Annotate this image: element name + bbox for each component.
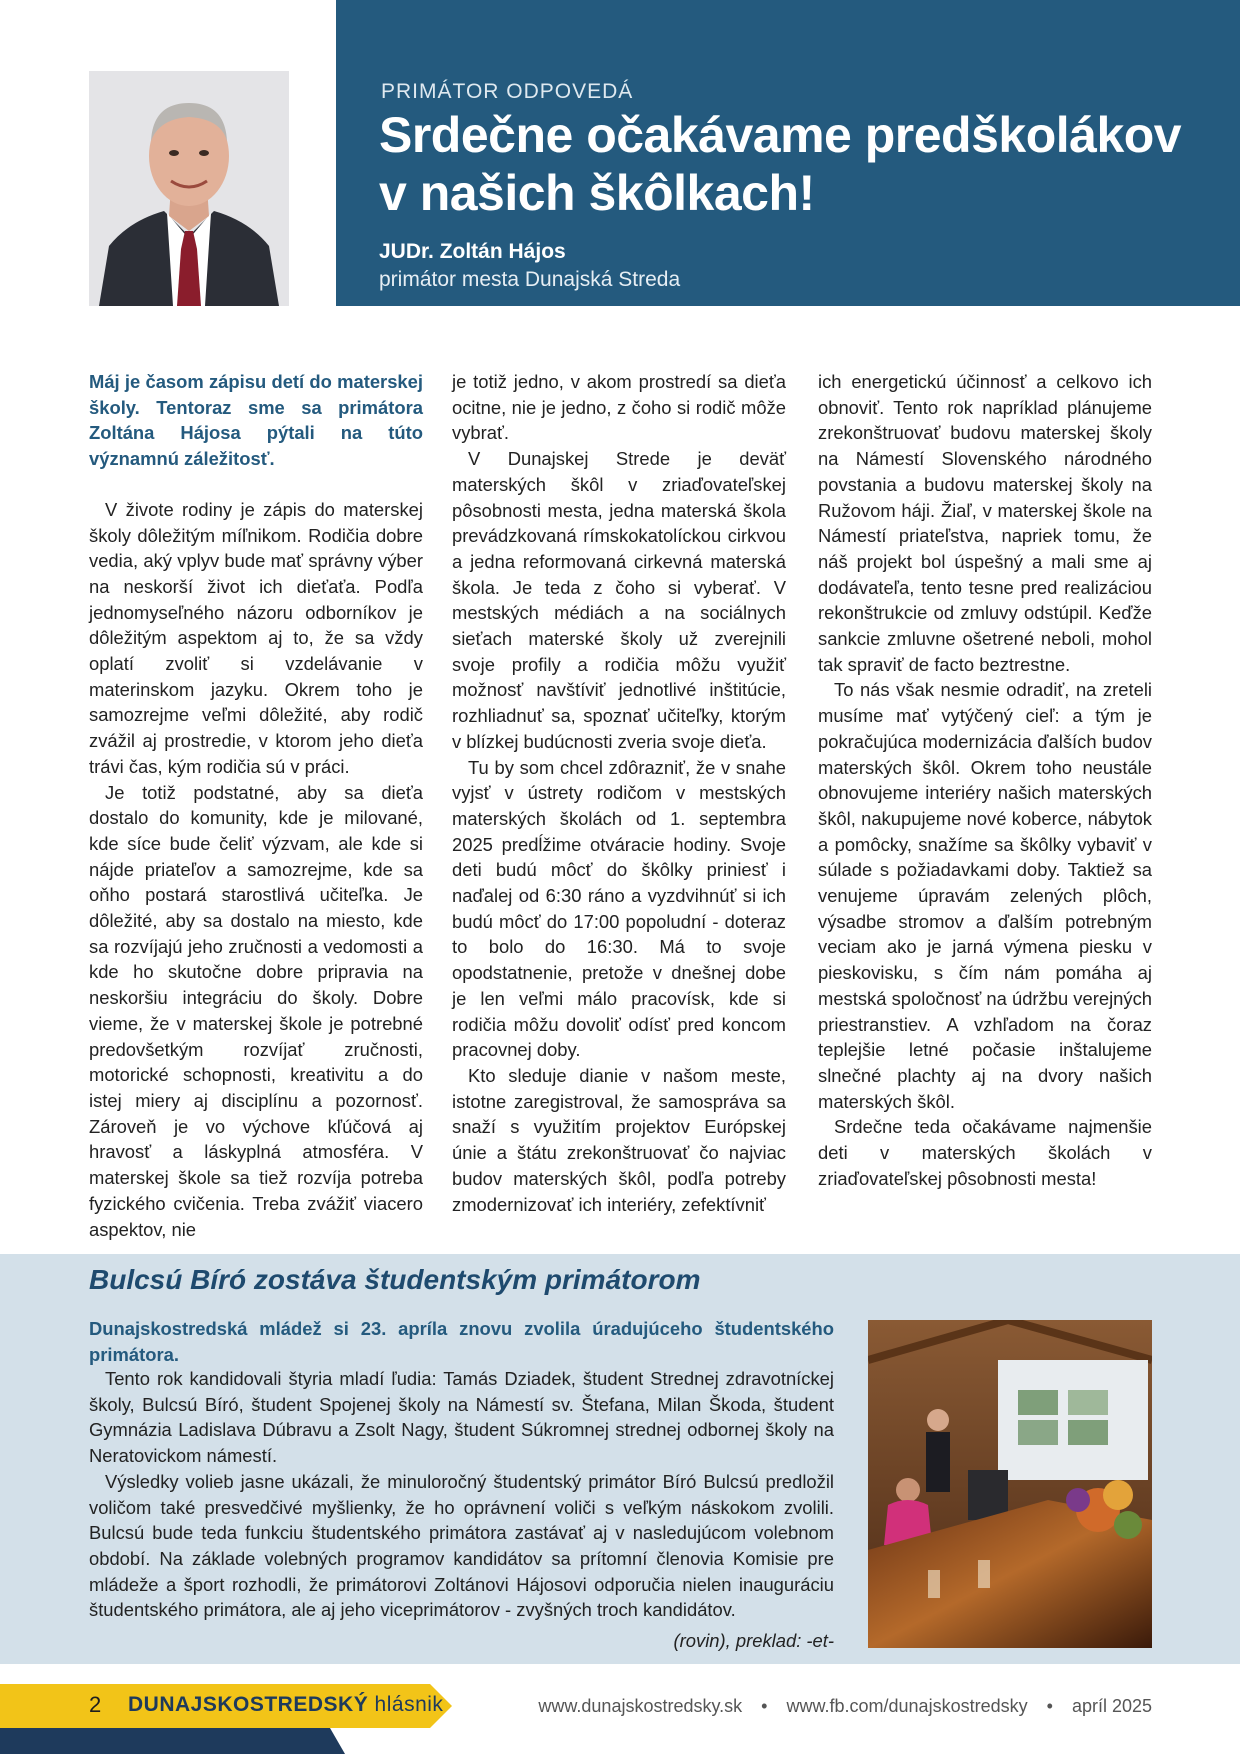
box-paragraph: Tento rok kandidovali štyria mladí ľudia: Tamás Dziadek, študent Strednej zdravotníckej školy, Bulcsú Bíró, študent Spojenej školy na Námestí sv. Štefana, Milan Škoda, študent Gymnázia Ladislava Dúbravu a Zsolt Nagy, študent Súkromnej strednej odbornej školy na Neratovickom námestí. bbox=[89, 1368, 834, 1467]
page-number: 2 bbox=[89, 1692, 102, 1717]
headline-line-2: v našich škôlkach! bbox=[379, 165, 815, 221]
author-role: primátor mesta Dunajská Streda bbox=[379, 268, 681, 291]
facebook-link[interactable]: www.fb.com/dunajskostredsky bbox=[786, 1696, 1028, 1716]
mayor-portrait-photo bbox=[89, 71, 289, 306]
issue-date: apríl 2025 bbox=[1071, 1696, 1152, 1716]
article-paragraph: ich energetickú účinnosť a celkovo ich obnoviť. Tento rok napríklad plánujeme zrekonštruovať budovu materskej školy na Námestí Slovenského národného povstania a budovu materskej školy na Ružovom háji. Žiaľ, v materskej škole na Námestí priateľstva, napriek tomu, že náš projekt bol úspešný a mali sme aj dodávateľa, tento tesne pred realizáciou rekonštrukcie od zmluvy odstúpil. Keďže sankcie zmluvne ošetrené neboli, mohol tak spraviť de facto beztrestne. bbox=[818, 371, 1152, 675]
footer-separator: • bbox=[1046, 1696, 1053, 1716]
footer-separator: • bbox=[761, 1696, 768, 1716]
footer-links bbox=[538, 1696, 1152, 1717]
website-link[interactable]: www.dunajskostredsky.sk bbox=[538, 1696, 743, 1716]
article-headline bbox=[379, 106, 1219, 222]
article-column-1 bbox=[89, 369, 423, 1242]
publication-logo bbox=[128, 1693, 443, 1717]
student-mayor-event-photo bbox=[868, 1320, 1152, 1648]
article-paragraph: V Dunajskej Strede je deväť materských škôl v zriaďovateľskej pôsobnosti mesta, jedna materská škola prevádzkovaná rímskokatolíckou cirkvou a jedna reformovaná cirkevná materská škola. Je teda z čoho si vyberať. V mestských médiách a na sociálnych sieťach materské školy už zverejnili svoje profily a rodičia môžu využiť možnosť navštíviť jednotlivé inštitúcie, rozhliadnuť sa, spoznať učiteľky, ktorým v blízkej budúcnosti zveria svoje dieťa. bbox=[452, 448, 786, 752]
box-body bbox=[89, 1366, 834, 1623]
logo-main-text: DUNAJSKOSTREDSKÝ bbox=[128, 1693, 369, 1716]
section-kicker: PRIMÁTOR ODPOVEDÁ bbox=[381, 80, 634, 103]
article-lead: Máj je časom zápisu detí do materskej školy. Tentoraz sme sa primátora Zoltána Hájosa pýtali na túto významnú záležitosť. bbox=[89, 371, 423, 470]
article-paragraph: To nás však nesmie odradiť, na zreteli musíme mať vytýčený cieľ: a tým je pokračujúca modernizácia ďalších budov materských škôl. Okrem toho neustále obnovujeme interiéry našich materských škôl, nakupujeme nové koberce, nábytok a pomôcky, snažíme sa škôlky vybaviť v súlade s požiadavkami doby. Taktiež sa venujeme úpravám zelených plôch, výsadbe stromov a ďalším potrebným veciam ako je jarná výmena piesku v pieskovisku, s čím nám pomáha aj mestská spoločnosť na údržbu verejných priestranstiev. A vzhľadom na čoraz teplejšie letné počasie inštalujeme slnečné plachty aj na dvory našich materských škôl. bbox=[818, 679, 1153, 1112]
article-paragraph: Srdečne teda očakávame najmenšie deti v materských školách v zriaďovateľskej pôsobnosti mesta! bbox=[818, 1116, 1152, 1189]
article-paragraph: V živote rodiny je zápis do materskej školy dôležitým míľnikom. Rodičia dobre vedia, aký vplyv bude mať správny výber na neskorší život ich dieťaťa. Podľa jednomyseľného názoru odborníkov je dôležitým aspektom aj to, že sa vždy oplatí zvoliť si vzdelávanie v materinskom jazyku. Okrem toho je samozrejme veľmi dôležité, aby rodič zvážil aj prostredie, v ktorom jeho dieťa trávi čas, kým rodičia sú v práci. bbox=[89, 498, 423, 777]
logo-sub-text: hlásnik bbox=[374, 1693, 444, 1716]
article-paragraph: Tu by som chcel zdôrazniť, že v snahe vyjsť v ústrety rodičom v mestských materských školách od 1. septembra 2025 predĺžime otváracie hodiny. Svoje deti budú môcť do škôlky priniesť i naďalej od 6:30 ráno a vyzdvihnúť si ich budú môcť do 17:00 popoludní - doteraz to bolo do 16:30. Má to svoje opodstatnenie, pretože v dnešnej dobe je len veľmi málo pracovísk, kde si rodičia môžu dovoliť odísť pred koncom pracovnej doby. bbox=[452, 756, 786, 1061]
article-paragraph: Je totiž podstatné, aby sa dieťa dostalo do komunity, kde je milované, kde síce bude čeliť výzvam, ale kde si nájde priateľov a samozrejme, kde sa oňho postará starostlivá učiteľka. Je dôležité, aby sa dostalo na miesto, kde sa rozvíjajú jeho zručnosti a vedomosti a kde ho skutočne dobre pripravia na neskoršiu integráciu do školy. Dobre vieme, že v materskej škole je potrebné predovšetkým rozvíjať zručnosti, motorické schopnosti, kreativitu a do istej miery aj disciplínu a pozornosť. Zároveň je vo výchove kľúčová aj hravosť a láskyplná atmosféra. V materskej škole sa tiež rozvíja potreba fyzického cvičenia. Treba zvážiť viacero aspektov, nie bbox=[89, 781, 423, 1240]
box-paragraph: Výsledky volieb jasne ukázali, že minuloročný študentský primátor Bíró Bulcsú predložil voličom také presvedčivé myšlienky, že ho oprávnení voliči s veľkým náskokom zvolili. Bulcsú bude teda funkciu študentského primátora zastávať aj v nasledujúcom volebnom období. Na základe volebných programov kandidátov sa prítomní členovia Komisie pre mládeže a šport rozhodli, že primátorovi Zoltánovi Hájosovi odporučia nielen inauguráciu študentského primátora, ale aj jeho viceprimátorov - zvyšných troch kandidátov. bbox=[89, 1470, 834, 1621]
article-paragraph: je totiž jedno, v akom prostredí sa dieťa ocitne, nie je jedno, z čoho si rodič môže vybrať. bbox=[452, 371, 786, 444]
box-lead: Dunajskostredská mládež si 23. apríla znovu zvolila úradujúceho študentského primátora. bbox=[89, 1318, 834, 1365]
article-paragraph: Kto sleduje dianie v našom meste, istotne zaregistroval, že samospráva sa snaží s využitím projektov Európskej únie a štátu zrekonštruovať čo najviac budov materských škôl, podľa potreby zmodernizovať ich interiéry, zefektívniť bbox=[452, 1064, 786, 1215]
article-column-2 bbox=[452, 369, 786, 1217]
box-title: Bulcsú Bíró zostáva študentským primátorom bbox=[89, 1264, 701, 1295]
article-column-3 bbox=[818, 369, 1152, 1192]
author-name: JUDr. Zoltán Hájos bbox=[379, 240, 566, 263]
headline-line-1: Srdečne očakávame predškolákov bbox=[379, 107, 1182, 163]
author-signoff: (rovin), preklad: -et- bbox=[673, 1630, 834, 1651]
